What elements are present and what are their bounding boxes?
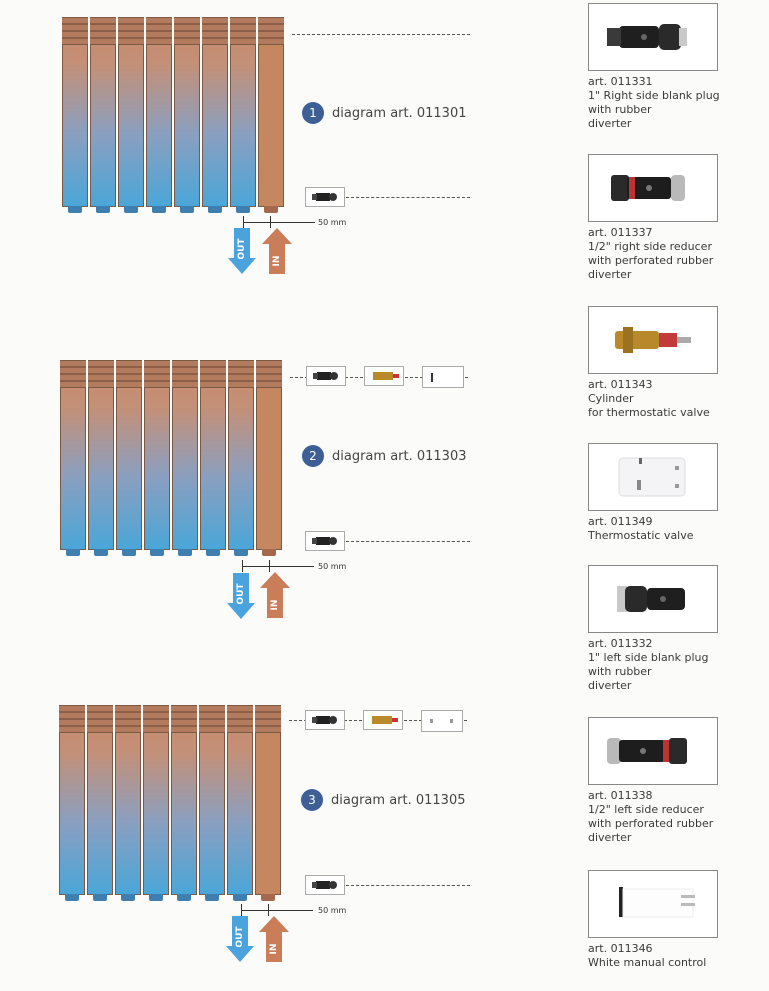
radiator-section <box>199 705 225 895</box>
product-card <box>588 717 718 845</box>
product-card <box>588 565 718 693</box>
product-desc-line: 1" left side blank plug <box>588 651 709 664</box>
product-desc-line: diverter <box>588 679 632 692</box>
measure-label: 50 mm <box>318 562 347 571</box>
manual-control-thumbnail <box>421 710 463 732</box>
product-card <box>588 3 720 131</box>
product-art: art. 011343 <box>588 378 653 391</box>
product-card <box>588 870 718 970</box>
measure-line <box>241 910 313 911</box>
plug-thumbnail <box>305 531 345 551</box>
product-art: art. 011337 <box>588 226 653 239</box>
radiator-section <box>62 17 88 207</box>
radiator-section-hot <box>258 17 284 207</box>
reducer-left-icon <box>588 717 718 785</box>
product-art: art. 011338 <box>588 789 653 802</box>
thermostatic-head-icon <box>588 443 718 511</box>
product-desc-line: with rubber <box>588 665 652 678</box>
radiator-section <box>115 705 141 895</box>
diagram-number-badge: 1 <box>302 102 324 124</box>
radiator-section <box>202 17 228 207</box>
plug-thumbnail <box>305 710 345 730</box>
radiator-section <box>174 17 200 207</box>
radiator-section <box>90 17 116 207</box>
radiator-section <box>118 17 144 207</box>
connection-line-bottom <box>346 885 470 886</box>
radiator-section <box>143 705 169 895</box>
radiator-diagram-3 <box>59 705 287 895</box>
product-desc-line: for thermostatic valve <box>588 406 710 419</box>
diagram-title: diagram art. 011301 <box>332 105 467 121</box>
product-desc-line: White manual control <box>588 956 707 969</box>
radiator-diagram-2 <box>60 360 288 550</box>
measure-label: 50 mm <box>318 218 347 227</box>
in-label: IN <box>269 943 279 955</box>
reducer-right-icon <box>588 154 718 222</box>
product-card <box>588 154 718 282</box>
plug-thumbnail <box>305 187 345 207</box>
product-desc-line: 1" Right side blank plug <box>588 89 720 102</box>
diagram-label-2 <box>302 445 467 467</box>
radiator-section <box>172 360 198 550</box>
radiator-section <box>59 705 85 895</box>
radiator-section-hot <box>255 705 281 895</box>
product-art: art. 011331 <box>588 75 653 88</box>
radiator-section <box>144 360 170 550</box>
cylinder-thumbnail <box>363 710 403 730</box>
product-desc-line: diverter <box>588 268 632 281</box>
product-art: art. 011332 <box>588 637 653 650</box>
thermostatic-thumbnail <box>422 366 464 388</box>
product-art: art. 011346 <box>588 942 653 955</box>
blank-plug-left-icon <box>588 565 718 633</box>
diagram-label-3 <box>301 789 466 811</box>
radiator-diagram-1 <box>62 17 290 207</box>
diagram-title: diagram art. 011303 <box>332 448 467 464</box>
diagram-title: diagram art. 011305 <box>331 792 466 808</box>
product-art: art. 011349 <box>588 515 653 528</box>
product-desc-line: Thermostatic valve <box>588 529 694 542</box>
plug-thumbnail <box>306 366 346 386</box>
radiator-section <box>228 360 254 550</box>
diagram-number-badge: 2 <box>302 445 324 467</box>
radiator-section <box>88 360 114 550</box>
out-label: OUT <box>236 583 246 605</box>
radiator-section-hot <box>256 360 282 550</box>
in-label: IN <box>272 255 282 267</box>
out-label: OUT <box>235 926 245 948</box>
product-desc-line: diverter <box>588 117 632 130</box>
connection-line-bottom <box>346 541 470 542</box>
measure-line <box>242 566 314 567</box>
measure-label: 50 mm <box>318 906 347 915</box>
radiator-section <box>200 360 226 550</box>
product-desc-line: Cylinder <box>588 392 634 405</box>
radiator-section <box>87 705 113 895</box>
product-desc-line: with perforated rubber <box>588 817 714 830</box>
out-label: OUT <box>237 238 247 260</box>
diagram-label-1 <box>302 102 467 124</box>
brass-cylinder-icon <box>588 306 718 374</box>
radiator-section <box>230 17 256 207</box>
product-desc-line: 1/2" left side reducer <box>588 803 704 816</box>
connection-line-top <box>292 34 470 35</box>
blank-plug-right-icon <box>588 3 718 71</box>
product-desc-line: 1/2" right side reducer <box>588 240 712 253</box>
radiator-section <box>116 360 142 550</box>
product-desc-line: with perforated rubber <box>588 254 714 267</box>
plug-thumbnail <box>305 875 345 895</box>
radiator-section <box>171 705 197 895</box>
connection-line-bottom <box>346 197 470 198</box>
product-desc-line: with rubber <box>588 103 652 116</box>
in-label: IN <box>270 599 280 611</box>
radiator-section <box>146 17 172 207</box>
manual-control-icon <box>588 870 718 938</box>
cylinder-thumbnail <box>364 366 404 386</box>
product-card <box>588 306 718 420</box>
measure-line <box>243 222 315 223</box>
product-card <box>588 443 718 543</box>
product-desc-line: diverter <box>588 831 632 844</box>
diagram-number-badge: 3 <box>301 789 323 811</box>
radiator-section <box>227 705 253 895</box>
radiator-section <box>60 360 86 550</box>
